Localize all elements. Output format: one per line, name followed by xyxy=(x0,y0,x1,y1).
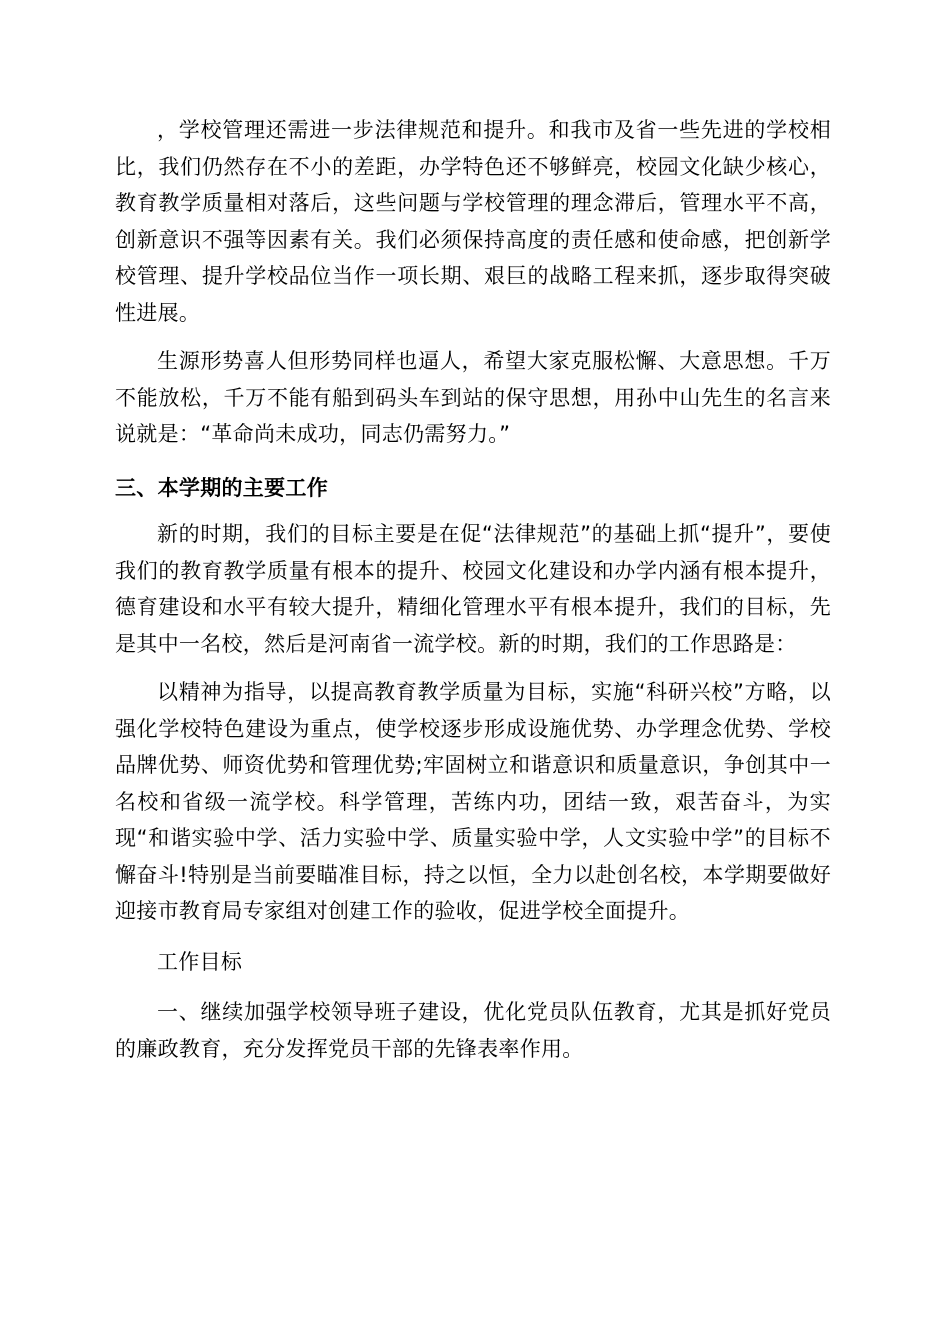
paragraph-goal-one: 一、继续加强学校领导班子建设，优化党员队伍教育，尤其是抓好党员的廉政教育，充分发挥党员干部的先锋表率作用。 xyxy=(115,1000,831,1061)
paragraph-new-period-goals: 新的时期，我们的目标主要是在促“法律规范”的基础上抓“提升”，要使我们的教育教学质量有根本的提升、校园文化建设和办学内涵有根本提升，德育建设和水平有较大提升，精细化管理水平有根本提升，我们的目标，先是其中一名校，然后是河南省一流学校。新的时期，我们的工作思路是： xyxy=(115,522,831,656)
document-body xyxy=(115,112,831,1067)
paragraph-enrollment-situation: 生源形势喜人但形势同样也逼人，希望大家克服松懈、大意思想。千万不能放松，千万不能有船到码头车到站的保守思想，用孙中山先生的名言来说就是：“革命尚未成功，同志仍需努力。” xyxy=(115,349,831,446)
paragraph-work-ideas: 以精神为指导，以提高教育教学质量为目标，实施“科研兴校”方略，以强化学校特色建设为重点，使学校逐步形成设施优势、办学理念优势、学校品牌优势、师资优势和管理优势;牢固树立和谐意识和质量意识，争创其中一名校和省级一流学校。科学管理，苦练内功，团结一致，艰苦奋斗，为实现“和谐实验中学、活力实验中学、质量实验中学，人文实验中学”的目标不懈奋斗!特别是当前要瞄准目标，持之以恒，全力以赴创名校，本学期要做好迎接市教育局专家组对创建工作的验收，促进学校全面提升。 xyxy=(115,680,831,923)
work-goals-label: 工作目标 xyxy=(157,949,243,974)
paragraph-management-gap: ，学校管理还需进一步法律规范和提升。和我市及省一些先进的学校相比，我们仍然存在不小的差距，办学特色还不够鲜亮，校园文化缺少核心，教育教学质量相对落后，这些问题与学校管理的理念滞后，管理水平不高，创新意识不强等因素有关。我们必须保持高度的责任感和使命感，把创新学校管理、提升学校品位当作一项长期、艰巨的战略工程来抓，逐步取得突破性进展。 xyxy=(115,118,831,325)
section-heading-main-work: 三、本学期的主要工作 xyxy=(115,475,328,500)
